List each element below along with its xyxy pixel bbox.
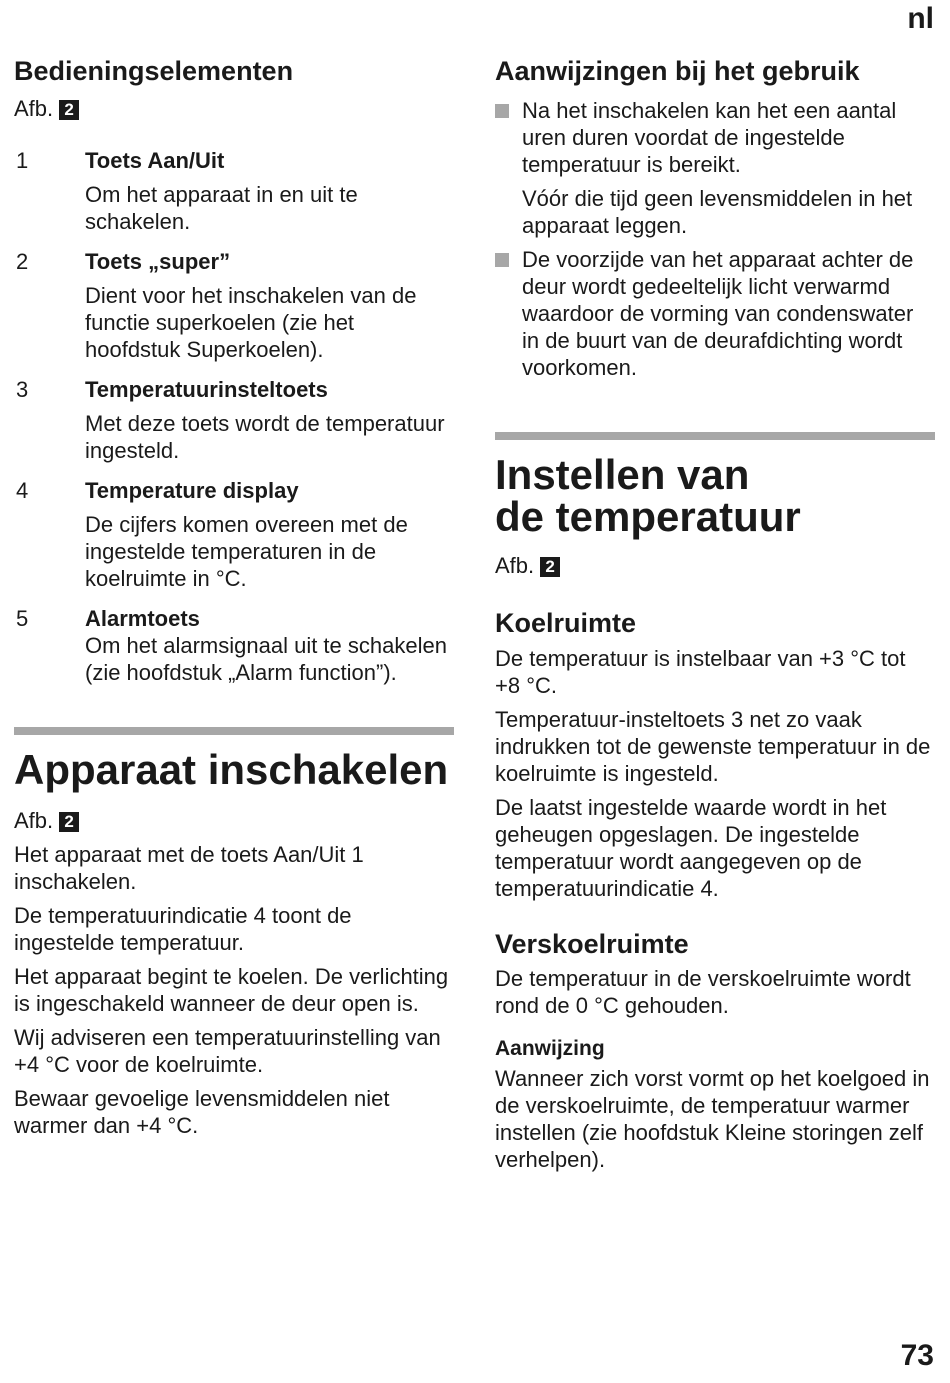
paragraph: De laatst ingestelde waarde wordt in het geheugen opgeslagen. De ingestelde temperatuur wordt aangegeven op de temperatuurindicatie 4. xyxy=(495,794,887,901)
right-column xyxy=(495,55,935,1180)
controls-heading: Bedieningselementen xyxy=(14,56,294,86)
item-description: Om het apparaat in en uit te schakelen. xyxy=(85,181,358,234)
section-divider xyxy=(495,432,935,440)
paragraph: Het apparaat begint te koelen. De verlichting is ingeschakeld wanneer de deur open is. xyxy=(14,963,449,1016)
list-item xyxy=(14,248,454,370)
item-description: De cijfers komen overeen met de ingestelde temperaturen in de koelruimte in °C. xyxy=(85,511,408,591)
temperature-figure-ref: Afb. 2 xyxy=(495,552,935,579)
item-number: 1 xyxy=(16,147,29,173)
item-title: Toets Aan/Uit xyxy=(85,147,225,173)
item-description: Dient voor het inschakelen van de functie superkoelen (zie het hoofdstuk Superkoelen). xyxy=(85,282,417,362)
note-text: Wanneer zich vorst vormt op het koelgoed in de verskoelruimte, de temperatuur warmer instellen (zie hoofdstuk Kleine storingen zelf verhelpen). xyxy=(495,1066,930,1173)
item-description: Om het alarmsignaal uit te schakelen (zie hoofdstuk „Alarm function”). xyxy=(85,632,447,685)
item-title: Temperatuurinsteltoets xyxy=(85,376,328,402)
bullet-text: Na het inschakelen kan het een aantal uren duren voordat de ingestelde temperatuur is bereikt. xyxy=(522,97,897,177)
figure-number-badge: 2 xyxy=(59,100,79,120)
switch-on-heading: Apparaat inschakelen xyxy=(14,745,449,793)
item-number: 4 xyxy=(16,477,29,503)
item-description: Met deze toets wordt de temperatuur ingesteld. xyxy=(85,410,445,463)
temperature-heading: Instellen van de temperatuur xyxy=(495,450,801,540)
left-column xyxy=(14,55,454,1146)
note-heading: Aanwijzing xyxy=(495,1037,605,1061)
language-label: nl xyxy=(907,2,934,35)
figure-number-badge: 2 xyxy=(540,557,560,577)
page-number: 73 xyxy=(900,1339,934,1372)
item-title: Toets „super” xyxy=(85,248,231,274)
paragraph: De temperatuur in de verskoelruimte wordt rond de 0 °C gehouden. xyxy=(495,966,911,1019)
bullet-text: De voorzijde van het apparaat achter de deur wordt gedeeltelijk licht verwarmd waardoor de vorming van condenswater in de buurt van de deurafdichting wordt voorkomen. xyxy=(522,246,914,380)
list-item xyxy=(14,605,454,693)
item-title: Alarmtoets xyxy=(85,605,200,631)
paragraph: Bewaar gevoelige levensmiddelen niet warmer dan +4 °C. xyxy=(14,1085,390,1138)
paragraph: Het apparaat met de toets Aan/Uit 1 inschakelen. xyxy=(14,841,364,894)
bullet-text: Vóór die tijd geen levensmiddelen in het apparaat leggen. xyxy=(522,185,913,238)
list-item xyxy=(14,477,454,599)
controls-list xyxy=(14,147,454,693)
fridge-heading: Koelruimte xyxy=(495,607,637,638)
paragraph: De temperatuur is instelbaar van +3 °C tot +8 °C. xyxy=(495,645,906,698)
bullet-square-icon xyxy=(495,104,509,118)
bullet-item xyxy=(495,97,935,246)
bullet-square-icon xyxy=(495,253,509,267)
switch-on-figure-ref: Afb. 2 xyxy=(14,807,454,834)
paragraph: Wij adviseren een temperatuurinstelling van +4 °C voor de koelruimte. xyxy=(14,1024,441,1077)
paragraph: De temperatuurindicatie 4 toont de ingestelde temperatuur. xyxy=(14,902,352,955)
usage-heading: Aanwijzingen bij het gebruik xyxy=(495,56,860,86)
item-number: 2 xyxy=(16,248,29,274)
item-number: 5 xyxy=(16,605,29,631)
controls-figure-ref: Afb. 2 xyxy=(14,95,454,122)
bullet-item xyxy=(495,246,935,388)
list-item xyxy=(14,147,454,242)
figure-number-badge: 2 xyxy=(59,812,79,832)
item-title: Temperature display xyxy=(85,477,299,503)
chill-heading: Verskoelruimte xyxy=(495,928,689,959)
item-number: 3 xyxy=(16,376,29,402)
paragraph: Temperatuur-insteltoets 3 net zo vaak indrukken tot de gewenste temperatuur in de koelruimte is ingesteld. xyxy=(495,706,931,786)
list-item xyxy=(14,376,454,471)
section-divider xyxy=(14,727,454,735)
